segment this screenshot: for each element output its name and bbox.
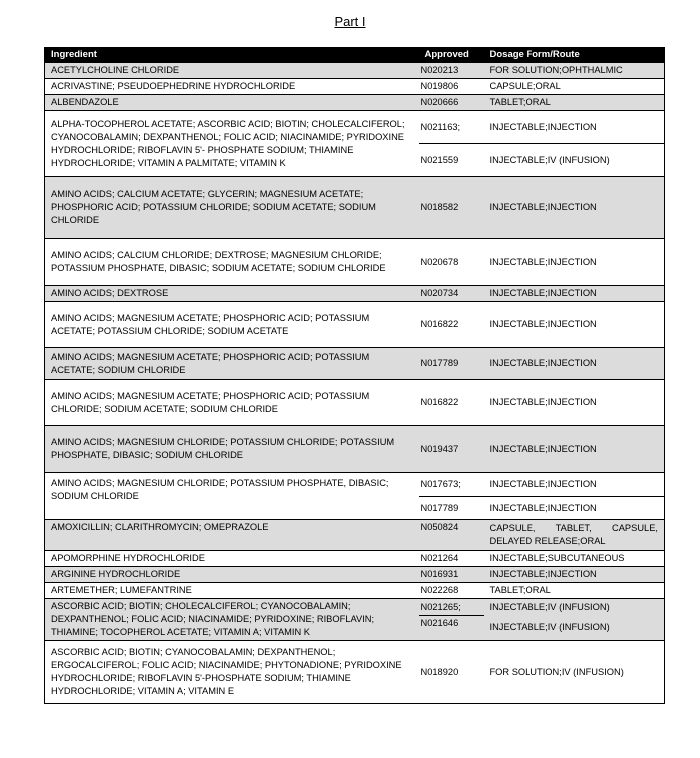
ingredient-cell: ARTEMETHER; LUMEFANTRINE (45, 583, 419, 599)
ingredient-cell: ASCORBIC ACID; BIOTIN; CYANOCOBALAMIN; DEXPANTHENOL; ERGOCALCIFEROL; FOLIC ACID; NIACINAMIDE; PHYTONADIONE; PYRIDOXINE HYDROCHLORIDE; RIBOFLAVIN 5'-PHOSPHATE SODIUM; THIAMINE HYDROCHLORIDE; VITAMIN A; VITAMIN E (45, 641, 419, 704)
dosage-cell: TABLET;ORAL (484, 583, 665, 599)
dosage-cell: INJECTABLE;IV (INFUSION) (484, 616, 665, 641)
dosage-cell: INJECTABLE;INJECTION (484, 348, 665, 380)
ingredient-cell: AMINO ACIDS; MAGNESIUM ACETATE; PHOSPHORIC ACID; POTASSIUM CHLORIDE; SODIUM ACETATE; SODIUM CHLORIDE (45, 380, 419, 426)
approved-cell: N020213 (419, 63, 484, 79)
ingredient-header: Ingredient (45, 47, 419, 63)
dosage-cell: CAPSULE;ORAL (484, 79, 665, 95)
table-row (45, 426, 665, 473)
dosage-cell: CAPSULE, TABLET, CAPSULE, DELAYED RELEASE;ORAL (484, 520, 665, 551)
dosage-cell: INJECTABLE;IV (INFUSION) (484, 599, 665, 616)
dosage-cell: INJECTABLE;INJECTION (484, 380, 665, 426)
dosage-cell: INJECTABLE;INJECTION (484, 239, 665, 286)
dosage-cell: INJECTABLE;IV (INFUSION) (484, 144, 665, 177)
table-row (45, 286, 665, 302)
approved-cell: N020678 (419, 239, 484, 286)
table-row (45, 95, 665, 111)
ingredient-cell: AMINO ACIDS; MAGNESIUM ACETATE; PHOSPHORIC ACID; POTASSIUM ACETATE; POTASSIUM CHLORIDE; SODIUM ACETATE (45, 302, 419, 348)
ingredient-table (44, 47, 665, 704)
ingredient-cell: APOMORPHINE HYDROCHLORIDE (45, 551, 419, 567)
ingredient-cell: AMOXICILLIN; CLARITHROMYCIN; OMEPRAZOLE (45, 520, 419, 551)
table-header-row (45, 47, 665, 63)
approved-cell: N020666 (419, 95, 484, 111)
table-row (45, 177, 665, 239)
approved-cell: N018582 (419, 177, 484, 239)
dosage-cell: FOR SOLUTION;OPHTHALMIC (484, 63, 665, 79)
approved-cell: N021264 (419, 551, 484, 567)
approved-cell: N020734 (419, 286, 484, 302)
table-row (45, 583, 665, 599)
dosage-cell: INJECTABLE;INJECTION (484, 473, 665, 497)
table-row (45, 79, 665, 95)
table-row (45, 520, 665, 551)
approved-cell: N019806 (419, 79, 484, 95)
ingredient-cell: AMINO ACIDS; MAGNESIUM CHLORIDE; POTASSIUM PHOSPHATE, DIBASIC; SODIUM CHLORIDE (45, 473, 419, 520)
ingredient-cell: AMINO ACIDS; MAGNESIUM ACETATE; PHOSPHORIC ACID; POTASSIUM ACETATE; SODIUM CHLORIDE (45, 348, 419, 380)
dosage-header: Dosage Form/Route (484, 47, 665, 63)
approved-cell: N019437 (419, 426, 484, 473)
ingredient-cell: ALPHA-TOCOPHEROL ACETATE; ASCORBIC ACID; BIOTIN; CHOLECALCIFEROL; CYANOCOBALAMIN; DEXPANTHENOL; FOLIC ACID; NIACINAMIDE; PYRIDOXINE HYDROCHLORIDE; RIBOFLAVIN 5'- PHOSPHATE SODIUM; THIAMINE HYDROCHLORIDE; VITAMIN A PALMITATE; VITAMIN K (45, 111, 419, 177)
ingredient-cell: AMINO ACIDS; CALCIUM ACETATE; GLYCERIN; MAGNESIUM ACETATE; PHOSPHORIC ACID; POTASSIUM CHLORIDE; SODIUM ACETATE; SODIUM CHLORIDE (45, 177, 419, 239)
approved-cell: N018920 (419, 641, 484, 704)
approved-cell: N022268 (419, 583, 484, 599)
approved-cell: N017673; (419, 473, 484, 497)
table-row (45, 641, 665, 704)
page-title: Part I (334, 14, 366, 29)
table-row (45, 239, 665, 286)
ingredient-cell: ALBENDAZOLE (45, 95, 419, 111)
dosage-cell: INJECTABLE;INJECTION (484, 302, 665, 348)
dosage-cell: INJECTABLE;INJECTION (484, 177, 665, 239)
approved-cell: N017789 (419, 497, 484, 520)
table-row (45, 302, 665, 348)
approved-cell: N021646 (419, 616, 484, 641)
dosage-cell: INJECTABLE;INJECTION (484, 111, 665, 144)
approved-cell: N016822 (419, 302, 484, 348)
approved-cell: N016822 (419, 380, 484, 426)
approved-cell: N021559 (419, 144, 484, 177)
approved-header: Approved (419, 47, 484, 63)
dosage-cell: INJECTABLE;SUBCUTANEOUS (484, 551, 665, 567)
ingredient-cell: ARGININE HYDROCHLORIDE (45, 567, 419, 583)
approved-cell: N021265; (419, 599, 484, 616)
ingredient-cell: ACETYLCHOLINE CHLORIDE (45, 63, 419, 79)
dosage-cell: TABLET;ORAL (484, 95, 665, 111)
dosage-cell: FOR SOLUTION;IV (INFUSION) (484, 641, 665, 704)
table-row (45, 567, 665, 583)
ingredient-cell: AMINO ACIDS; MAGNESIUM CHLORIDE; POTASSIUM CHLORIDE; POTASSIUM PHOSPHATE, DIBASIC; SODIUM CHLORIDE (45, 426, 419, 473)
table-row (45, 348, 665, 380)
approved-cell: N021163; (419, 111, 484, 144)
table-row (45, 599, 665, 616)
dosage-cell: INJECTABLE;INJECTION (484, 426, 665, 473)
ingredient-cell: ASCORBIC ACID; BIOTIN; CHOLECALCIFEROL; CYANOCOBALAMIN; DEXPANTHENOL; FOLIC ACID; NIACINAMIDE; PYRIDOXINE; RIBOFLAVIN; THIAMINE; TOCOPHEROL ACETATE; VITAMIN A; VITAMIN K (45, 599, 419, 641)
dosage-cell: INJECTABLE;INJECTION (484, 286, 665, 302)
dosage-cell: INJECTABLE;INJECTION (484, 497, 665, 520)
ingredient-cell: AMINO ACIDS; DEXTROSE (45, 286, 419, 302)
approved-cell: N016931 (419, 567, 484, 583)
ingredient-cell: AMINO ACIDS; CALCIUM CHLORIDE; DEXTROSE; MAGNESIUM CHLORIDE; POTASSIUM PHOSPHATE, DIBASIC; SODIUM ACETATE; SODIUM CHLORIDE (45, 239, 419, 286)
dosage-cell: INJECTABLE;INJECTION (484, 567, 665, 583)
ingredient-cell: ACRIVASTINE; PSEUDOEPHEDRINE HYDROCHLORIDE (45, 79, 419, 95)
table-row (45, 473, 665, 497)
table-row (45, 111, 665, 144)
approved-cell: N050824 (419, 520, 484, 551)
table-row (45, 551, 665, 567)
table-row (45, 63, 665, 79)
approved-cell: N017789 (419, 348, 484, 380)
table-row (45, 380, 665, 426)
